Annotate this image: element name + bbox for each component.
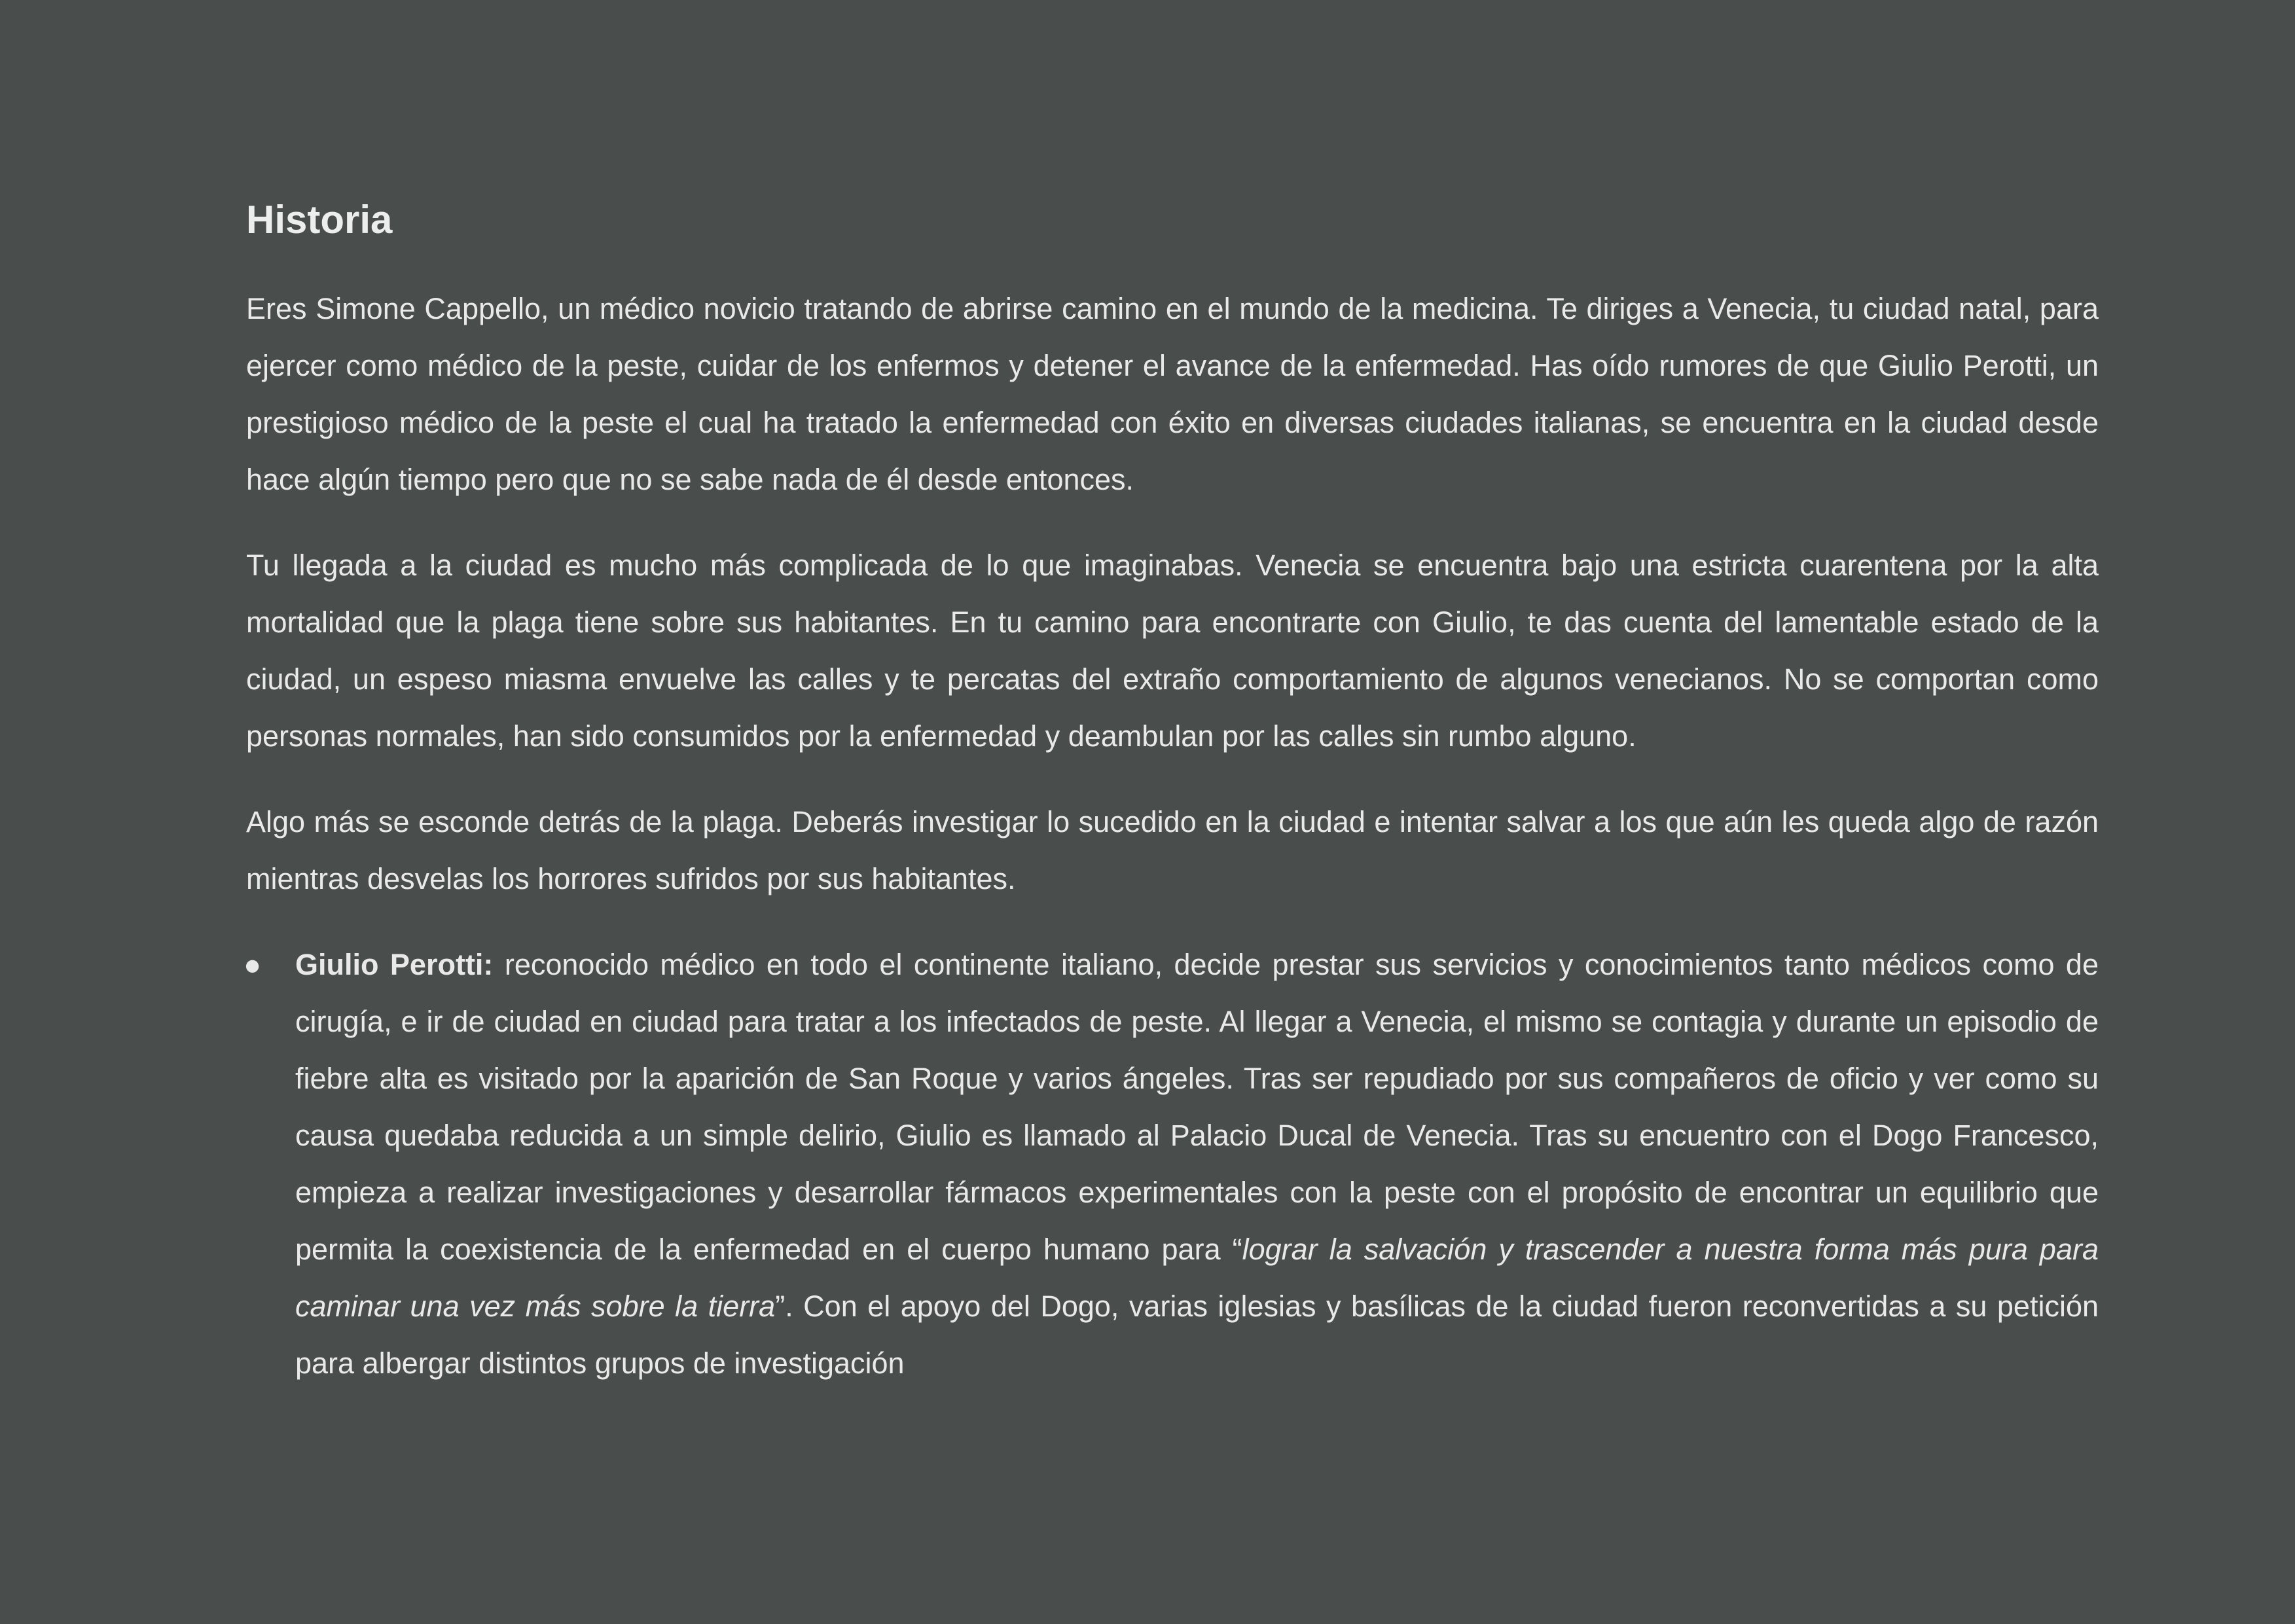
- section-heading: Historia: [246, 198, 393, 242]
- character-name: Giulio Perotti:: [295, 948, 494, 981]
- bullet-icon: ●: [244, 948, 262, 981]
- mystery-paragraph: Algo más se esconde detrás de la plaga. Deberás investigar lo sucedido en la ciudad e intentar salvar a los que aún les queda algo de razón mientras desvelas los horrores sufridos por sus habitantes.: [246, 805, 2099, 895]
- intro-paragraph: Eres Simone Cappello, un médico novicio tratando de abrirse camino en el mundo de la medicina. Te diriges a Venecia, tu ciudad natal, para ejercer como médico de la peste, cuidar de los enfermos y detener el avance de la enfermedad. Has oído rumores de que Giulio Perotti, un prestigioso médico de la peste el cual ha tratado la enfermedad con éxito en diversas ciudades italianas, se encuentra en la ciudad desde hace algún tiempo pero que no se sabe nada de él desde entonces.: [246, 292, 2099, 496]
- arrival-paragraph: Tu llegada a la ciudad es mucho más complicada de lo que imaginabas. Venecia se encuentra bajo una estricta cuarentena por la alta mortalidad que la plaga tiene sobre sus habitantes. En tu camino para encontrarte con Giulio, te das cuenta del lamentable estado de la ciudad, un espeso miasma envuelve las calles y te percatas del extraño comportamiento de algunos venecianos. No se comportan como personas normales, han sido consumidos por la enfermedad y deambulan por las calles sin rumbo alguno.: [246, 549, 2099, 753]
- character-list: [246, 936, 2099, 1392]
- character-description-start: reconocido médico en todo el continente italiano, decide prestar sus servicios y conocimientos tanto médicos como de cirugía, e ir de ciudad en ciudad para tratar a los infectados de peste. Al llegar a Venecia, el mismo se contagia y durante un episodio de fiebre alta es visitado por la aparición de San Roque y varios ángeles. Tras ser repudiado por sus compañeros de oficio y ver como su causa quedaba reducida a un simple delirio, Giulio es llamado al Palacio Ducal de Venecia. Tras su encuentro con el Dogo Francesco, empieza a realizar investigaciones y desarrollar fármacos experimentales con la peste con el propósito de encontrar un equilibrio que permita la coexistencia de la enfermedad en el cuerpo humano para “: [295, 948, 2099, 1266]
- document-page: [246, 194, 2099, 1392]
- character-item-giulio-perotti: [246, 936, 2099, 1392]
- character-description-end: ”. Con el apoyo del Dogo, varias iglesias y basílicas de la ciudad fueron reconvertidas a su petición para albergar distintos grupos de investigación: [295, 1290, 2099, 1380]
- character-quote: lograr la salvación y trascender a nuestra forma más pura para caminar una vez más sobre la tierra: [295, 1233, 2099, 1323]
